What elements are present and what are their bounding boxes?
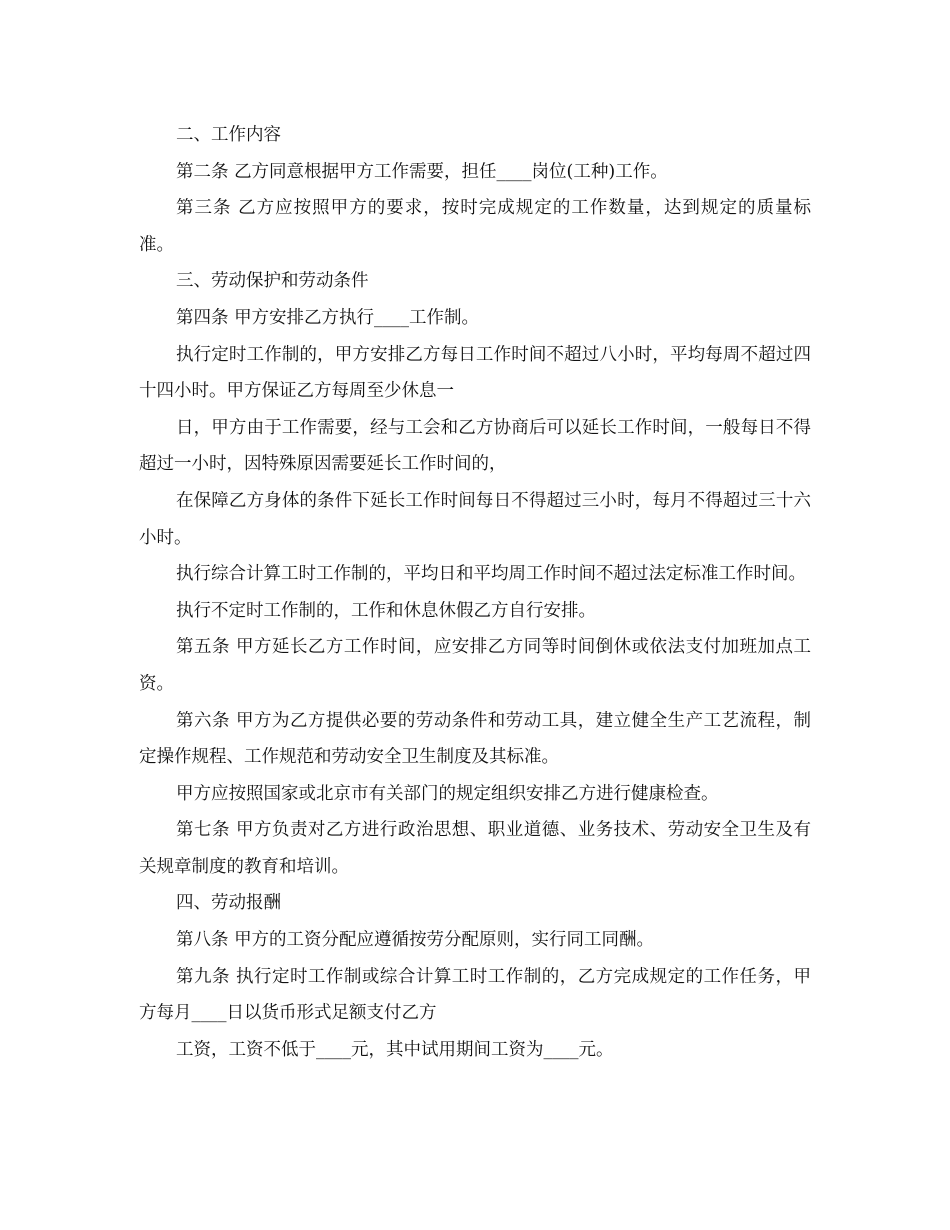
article-2: 第二条 乙方同意根据甲方工作需要，担任____岗位(工种)工作。 xyxy=(176,161,668,182)
document-body xyxy=(139,117,811,1068)
paragraph-health-check: 甲方应按照国家或北京市有关部门的规定组织安排乙方进行健康检查。 xyxy=(176,783,719,804)
article-8: 第八条 甲方的工资分配应遵循按劳分配原则，实行同工同酬。 xyxy=(176,930,655,951)
paragraph-overtime: 日，甲方由于工作需要，经与工会和乙方协商后可以延长工作时间，一般每日不得超过一小时，因特殊原因需要延长工作时间的， xyxy=(139,417,811,475)
article-3: 第三条 乙方应按照甲方的要求，按时完成规定的工作数量，达到规定的质量标准。 xyxy=(139,198,811,255)
article-7: 第七条 甲方负责对乙方进行政治思想、职业道德、业务技术、劳动安全卫生及有关规章制度的教育和培训。 xyxy=(139,820,811,877)
paragraph-comprehensive-hours: 执行综合计算工时工作制的，平均日和平均周工作时间不超过法定标准工作时间。 xyxy=(176,564,806,585)
section-heading-work-content: 二、工作内容 xyxy=(176,125,281,145)
paragraph-fixed-hours: 执行定时工作制的，甲方安排乙方每日工作时间不超过八小时，平均每周不超过四十四小时。甲方保证乙方每周至少休息一 xyxy=(139,344,811,402)
article-9: 第九条 执行定时工作制或综合计算工时工作制的，乙方完成规定的工作任务，甲方每月____日以货币形式足额支付乙方 xyxy=(139,966,811,1024)
paragraph-wage-amount: 工资，工资不低于____元，其中试用期间工资为____元。 xyxy=(176,1039,614,1060)
article-4: 第四条 甲方安排乙方执行____工作制。 xyxy=(176,307,480,328)
section-heading-labor-protection: 三、劳动保护和劳动条件 xyxy=(176,271,369,292)
paragraph-overtime-limit: 在保障乙方身体的条件下延长工作时间每日不得超过三小时，每月不得超过三十六小时。 xyxy=(139,490,811,548)
article-6: 第六条 甲方为乙方提供必要的劳动条件和劳动工具，建立健全生产工艺流程，制定操作规程、工作规范和劳动安全卫生制度及其标准。 xyxy=(139,710,811,768)
article-5: 第五条 甲方延长乙方工作时间，应安排乙方同等时间倒休或依法支付加班加点工资。 xyxy=(139,637,811,694)
paragraph-flexible-hours: 执行不定时工作制的，工作和休息休假乙方自行安排。 xyxy=(176,600,596,621)
section-heading-remuneration: 四、劳动报酬 xyxy=(176,893,281,914)
